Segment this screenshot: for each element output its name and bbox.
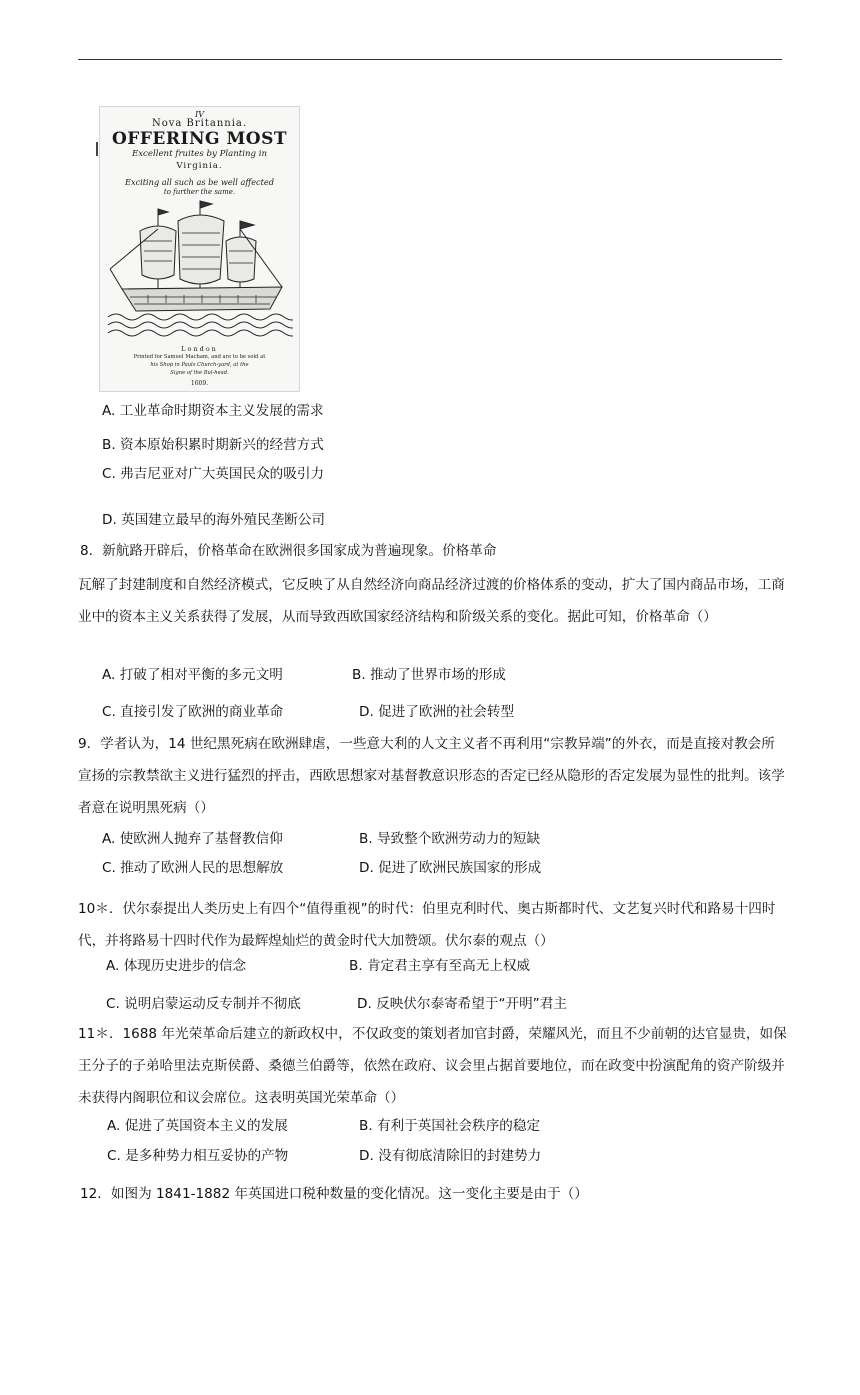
q11-option-b: B. 有利于英国社会秩序的稳定 bbox=[359, 1118, 541, 1134]
q8-option-c: C. 直接引发了欧洲的商业革命 bbox=[102, 704, 284, 720]
pamphlet-number: IV bbox=[195, 110, 204, 119]
pamphlet-imprint-3: his Shop in Pauls Church-yard, at the bbox=[150, 362, 249, 368]
q10-option-a: A. 体现历史进步的信念 bbox=[106, 958, 247, 974]
q12-stem: 12．如图为 1841-1882 年英国进口税种数量的变化情况。这一变化主要是由于（） bbox=[80, 1186, 588, 1202]
q7-option-b: B. 资本原始积累时期新兴的经营方式 bbox=[102, 437, 324, 453]
q8-stem-lead: 8．新航路开辟后，价格革命在欧洲很多国家成为普遍现象。价格革命 bbox=[80, 543, 497, 559]
pamphlet-title-1: Nova Britannia. bbox=[151, 118, 248, 129]
pamphlet-sub-3: Exciting all such as be well affected bbox=[124, 177, 275, 187]
q7-option-d: D. 英国建立最早的海外殖民垄断公司 bbox=[102, 512, 326, 528]
header-rule bbox=[78, 59, 782, 60]
scan-mark bbox=[96, 142, 98, 156]
q11-option-a: A. 促进了英国资本主义的发展 bbox=[107, 1118, 288, 1134]
pamphlet-imprint-1: London bbox=[181, 345, 218, 353]
pamphlet-imprint-4: Signe of the Bul-head. bbox=[170, 370, 229, 376]
q8-stem-body: 瓦解了封建制度和自然经济模式，它反映了从自然经济向商品经济过渡的价格体系的变动，扩大了国内商品市场，工商业中的资本主义关系获得了发展，从而导致西欧国家经济结构和阶级关系的变化。据此可知，价格革命（） bbox=[78, 577, 785, 625]
q8-option-d: D. 促进了欧洲的社会转型 bbox=[359, 704, 515, 720]
q11-stem: 11＊．1688 年光荣革命后建立的新政权中，不仅政变的策划者加官封爵，荣耀风光，而且不少前朝的达官显贵，如保王分子的子弟哈里法克斯侯爵、桑德兰伯爵等，依然在政府、议会里占据首要地位，而在政变中扮演配角的资产阶级并未获得内阁职位和议会席位。这表明英国光荣革命（） bbox=[78, 1026, 787, 1106]
q9-option-b: B. 导致整个欧洲劳动力的短缺 bbox=[359, 831, 541, 847]
pamphlet-imprint-2: Printed for Samuel Macham, and are to be sold at bbox=[133, 354, 266, 360]
q9-stem: 9．学者认为，14 世纪黑死病在欧洲肆虐，一些意大利的人文主义者不再利用“宗教异端”的外衣，而是直接对教会所宣扬的宗教禁欲主义进行猛烈的抨击，西欧思想家对基督教意识形态的否定已经从隐形的否定发展为显性的批判。该学者意在说明黑死病（） bbox=[78, 736, 785, 816]
pamphlet-image bbox=[99, 106, 300, 392]
pamphlet-sub-2: Virginia. bbox=[176, 161, 223, 171]
q11-option-d: D. 没有彻底清除旧的封建势力 bbox=[359, 1148, 542, 1164]
q8-option-a: A. 打破了相对平衡的多元文明 bbox=[102, 667, 283, 683]
q9-option-d: D. 促进了欧洲民族国家的形成 bbox=[359, 860, 542, 876]
q8-option-b: B. 推动了世界市场的形成 bbox=[352, 667, 506, 683]
q10-option-d: D. 反映伏尔泰寄希望于“开明”君主 bbox=[357, 996, 567, 1012]
pamphlet-sub-4: to further the same. bbox=[163, 188, 236, 196]
ship-woodcut bbox=[108, 199, 293, 339]
pamphlet-title-2: OFFERING MOST bbox=[111, 129, 287, 149]
pamphlet-year: 1609. bbox=[190, 380, 209, 387]
q9-option-c: C. 推动了欧洲人民的思想解放 bbox=[102, 860, 284, 876]
q7-option-c: C. 弗吉尼亚对广大英国民众的吸引力 bbox=[102, 466, 325, 482]
q11-option-c: C. 是多种势力相互妥协的产物 bbox=[107, 1148, 289, 1164]
pamphlet-sub-1: Excellent fruites by Planting in bbox=[131, 149, 268, 159]
q9-option-a: A. 使欧洲人抛弃了基督教信仰 bbox=[102, 831, 283, 847]
q10-option-b: B. 肯定君主享有至高无上权威 bbox=[349, 958, 531, 974]
q10-option-c: C. 说明启蒙运动反专制并不彻底 bbox=[106, 996, 301, 1012]
q7-option-a: A. 工业革命时期资本主义发展的需求 bbox=[102, 403, 324, 419]
q10-stem: 10＊．伏尔泰提出人类历史上有四个“值得重视”的时代：伯里克利时代、奥古斯都时代、文艺复兴时代和路易十四时代，并将路易十四时代作为最辉煌灿烂的黄金时代大加赞颂。伏尔泰的观点（） bbox=[78, 901, 776, 949]
